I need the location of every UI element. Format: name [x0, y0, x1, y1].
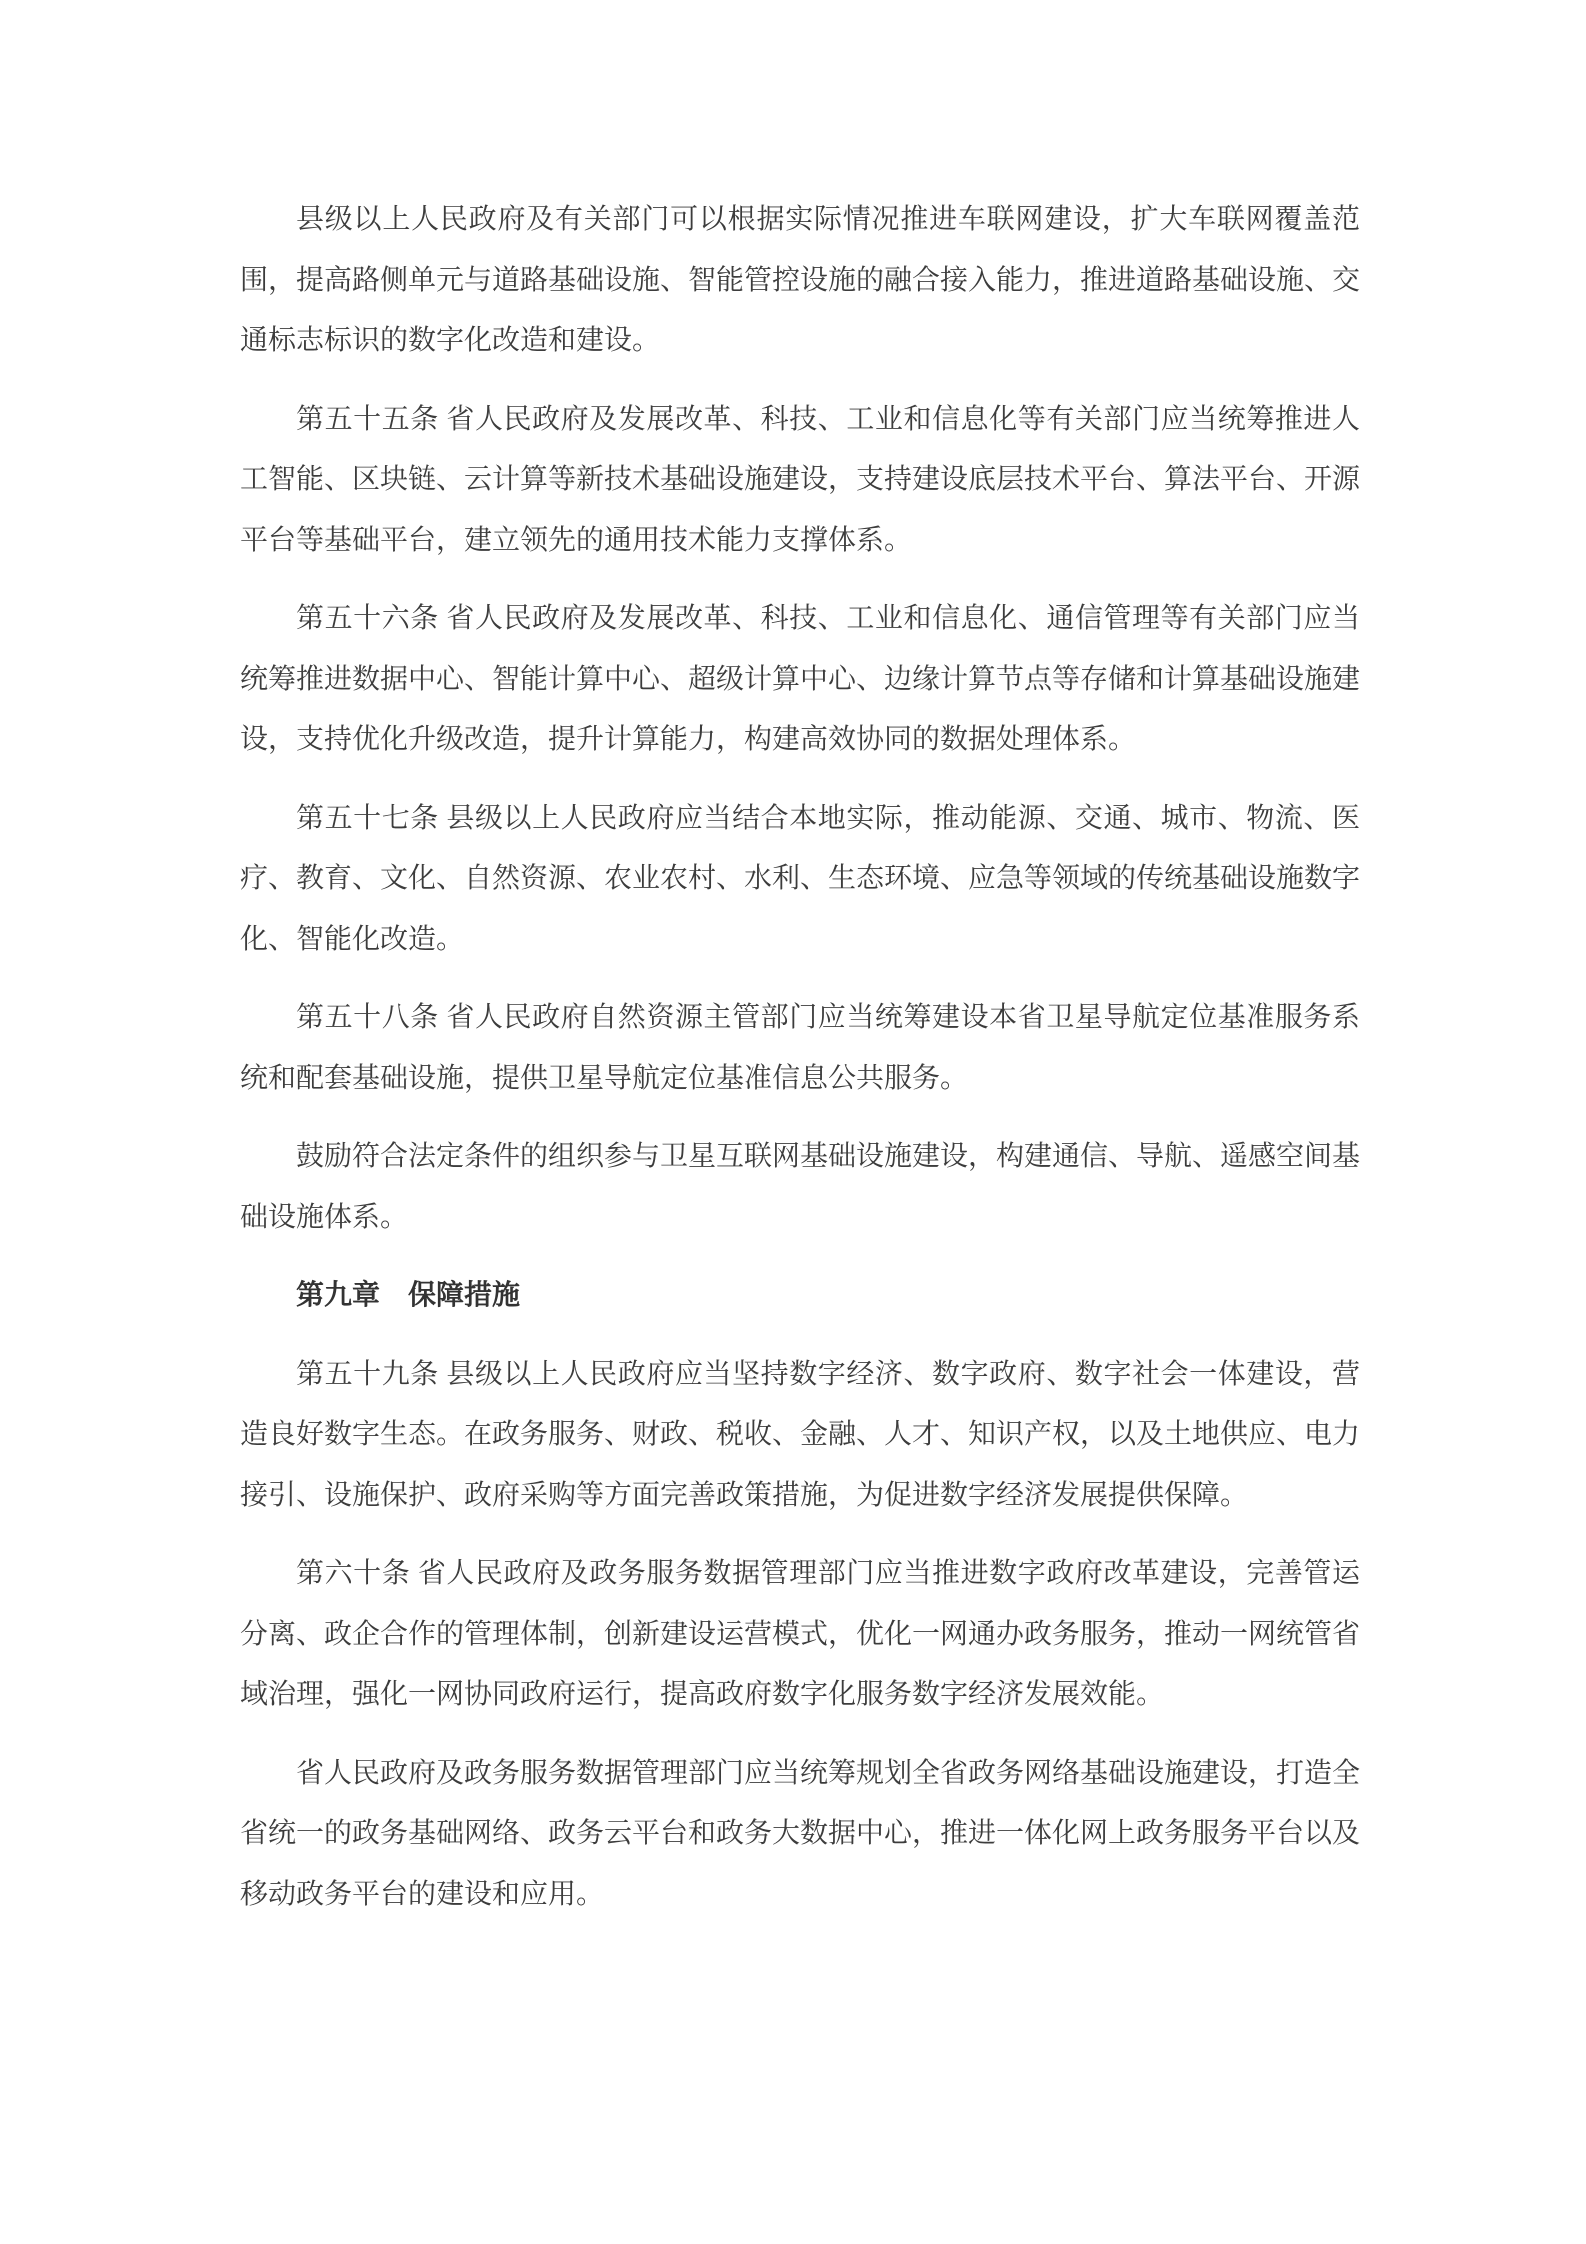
paragraph-article-57: 第五十七条 县级以上人民政府应当结合本地实际，推动能源、交通、城市、物流、医疗、教育、文化、自然资源、农业农村、水利、生态环境、应急等领域的传统基础设施数字化、智能化改造。 [240, 802, 1361, 955]
paragraph-gov-network-planning: 省人民政府及政务服务数据管理部门应当统筹规划全省政务网络基础设施建设，打造全省统一的政务基础网络、政务云平台和政务大数据中心，推进一体化网上政务服务平台以及移动政务平台的建设和应用。 [240, 1757, 1361, 1910]
paragraph-article-60: 第六十条 省人民政府及政务服务数据管理部门应当推进数字政府改革建设，完善管运分离、政企合作的管理体制，创新建设运营模式，优化一网通办政务服务，推动一网统管省域治理，强化一网协同政府运行，提高政府数字化服务数字经济发展效能。 [240, 1558, 1361, 1710]
paragraph-article-58: 第五十八条 省人民政府自然资源主管部门应当统筹建设本省卫星导航定位基准服务系统和配套基础设施，提供卫星导航定位基准信息公共服务。 [240, 1002, 1360, 1094]
chapter-9-heading: 第九章 保障措施 [296, 1280, 521, 1311]
paragraph-car-networking: 县级以上人民政府及有关部门可以根据实际情况推进车联网建设，扩大车联网覆盖范围，提高路侧单元与道路基础设施、智能管控设施的融合接入能力，推进道路基础设施、交通标志标识的数字化改造和建设。 [240, 204, 1361, 356]
paragraph-article-59: 第五十九条 县级以上人民政府应当坚持数字经济、数字政府、数字社会一体建设，营造良好数字生态。在政务服务、财政、税收、金融、人才、知识产权，以及土地供应、电力接引、设施保护、政府采购等方面完善政策措施，为促进数字经济发展提供保障。 [240, 1358, 1361, 1511]
paragraph-article-56: 第五十六条 省人民政府及发展改革、科技、工业和信息化、通信管理等有关部门应当统筹推进数据中心、智能计算中心、超级计算中心、边缘计算节点等存储和计算基础设施建设，支持优化升级改造，提升计算能力，构建高效协同的数据处理体系。 [240, 603, 1361, 755]
paragraph-article-55: 第五十五条 省人民政府及发展改革、科技、工业和信息化等有关部门应当统筹推进人工智能、区块链、云计算等新技术基础设施建设，支持建设底层技术平台、算法平台、开源平台等基础平台，建立领先的通用技术能力支撑体系。 [240, 403, 1361, 556]
paragraph-satellite-internet: 鼓励符合法定条件的组织参与卫星互联网基础设施建设，构建通信、导航、遥感空间基础设施体系。 [240, 1141, 1361, 1233]
